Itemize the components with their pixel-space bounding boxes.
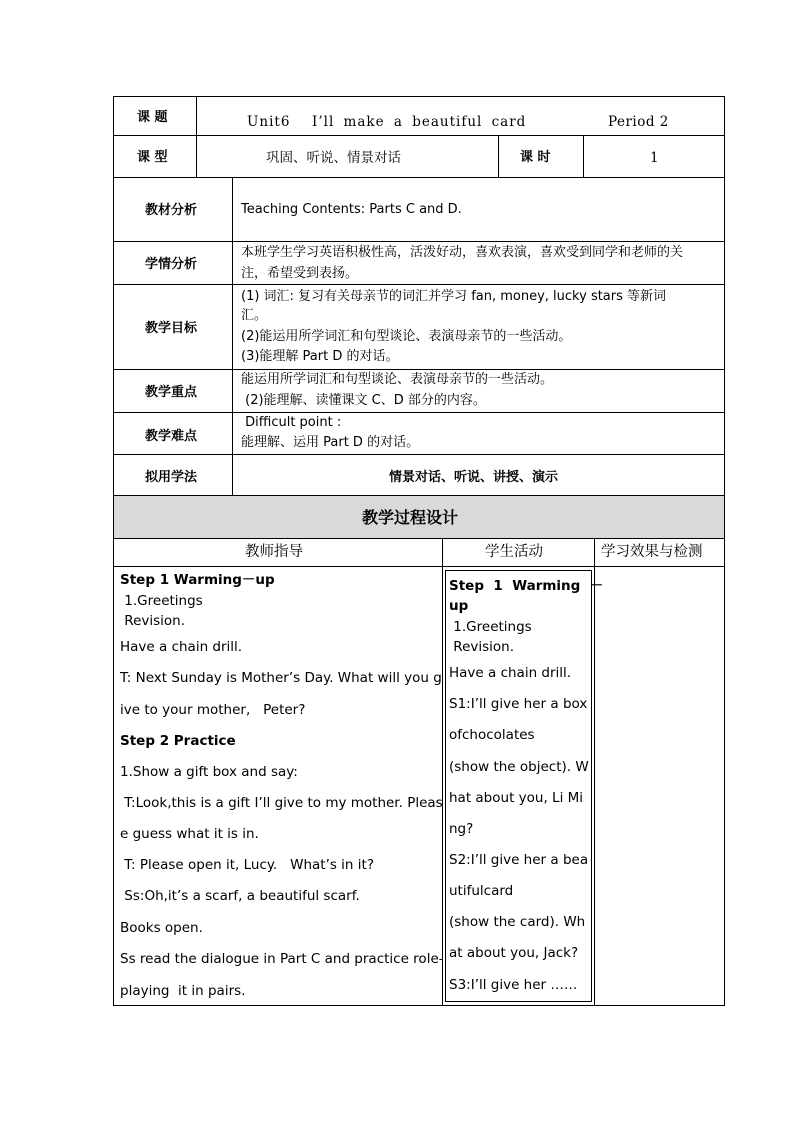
teaching-goal-line: 汇。 — [241, 308, 268, 323]
hours-label: 课 时 — [520, 150, 551, 165]
difficult-point-line: 能理解、运用 Part D 的对话。 — [241, 435, 420, 450]
teacher-line: playing it in pairs. — [120, 983, 246, 999]
teacher-line: 1.Show a gift box and say: — [120, 764, 298, 780]
student-analysis-line: 注，希望受到表扬。 — [241, 266, 359, 281]
type-value: 巩固、听说、情景对话 — [266, 150, 401, 166]
teacher-guidance-header: 教师指导 — [245, 544, 303, 560]
student-line: ofchocolates — [449, 727, 535, 743]
student-line: (show the card). Wh — [449, 914, 586, 930]
teaching-goal-line: (3)能理解 Part D 的对话。 — [241, 349, 399, 364]
key-points-label: 教学重点 — [145, 385, 198, 400]
teacher-line: T:Look,this is a gift I’ll give to my mother. Pleas — [120, 795, 443, 811]
student-line: 1.Greetings — [449, 619, 532, 635]
study-method-label: 拟用学法 — [145, 470, 198, 485]
teacher-line: ive to your mother, Peter? — [120, 702, 306, 718]
student-activity-header: 学生活动 — [485, 544, 543, 560]
teacher-line: Have a chain drill. — [120, 639, 243, 655]
student-line: at about you, Jack? — [449, 945, 579, 961]
teacher-line: Ss read the dialogue in Part C and practice role- — [120, 951, 444, 967]
hours-value: 1 — [650, 150, 659, 166]
study-method-text: 情景对话、听说、讲授、演示 — [389, 470, 559, 485]
difficult-point-line: Difficult point : — [241, 415, 342, 430]
student-line: Revision. — [449, 639, 515, 655]
material-analysis-label: 教材分析 — [145, 203, 198, 218]
student-step-heading: up — [449, 598, 469, 614]
student-line: ng? — [449, 821, 474, 837]
period-label: Period 2 — [608, 114, 669, 130]
teaching-goals-label: 教学目标 — [145, 321, 198, 336]
teacher-line: e guess what it is in. — [120, 826, 259, 842]
teacher-line: 1.Greetings — [120, 593, 203, 609]
student-analysis-line: 本班学生学习英语积极性高，活泼好动，喜欢表演，喜欢受到同学和老师的关 — [241, 245, 684, 260]
student-line: S2:I’ll give her a bea — [449, 852, 589, 868]
student-line: (show the object). W — [449, 759, 589, 775]
key-point-line: 能运用所学词汇和句型谈论、表演母亲节的一些活动。 — [241, 372, 554, 387]
material-analysis-text: Teaching Contents: Parts C and D. — [241, 202, 462, 217]
unit-number: Unit6 — [247, 114, 291, 130]
teacher-step-heading: Step 2 Practice — [120, 733, 236, 749]
learning-effect-header: 学习效果与检测 — [601, 544, 703, 560]
teacher-line: Ss:Oh,it’s a scarf, a beautiful scarf. — [120, 888, 360, 904]
teacher-line: T: Please open it, Lucy. What’s in it? — [120, 857, 374, 873]
teacher-line: T: Next Sunday is Mother’s Day. What will you g — [120, 670, 442, 686]
difficult-points-label: 教学难点 — [145, 429, 198, 444]
teaching-goal-line: (2)能运用所学词汇和句型谈论、表演母亲节的一些活动。 — [241, 329, 572, 344]
teacher-line: Books open. — [120, 920, 203, 936]
teacher-step-heading: Step 1 Warming－up — [120, 572, 275, 588]
topic-label: 课 题 — [137, 110, 168, 125]
student-line: Have a chain drill. — [449, 665, 572, 681]
student-analysis-label: 学情分析 — [145, 257, 198, 272]
process-title: 教学过程设计 — [362, 508, 459, 527]
student-line: hat about you, Li Mi — [449, 790, 584, 806]
teaching-goal-line: (1) 词汇: 复习有关母亲节的词汇并学习 fan, money, lucky stars 等新词 — [241, 289, 667, 304]
lesson-title: I’ll make a beautiful card — [312, 114, 527, 130]
key-point-line: (2)能理解、读懂课文 C、D 部分的内容。 — [241, 393, 486, 408]
student-step-heading: Step 1 Warming － — [449, 578, 604, 594]
teacher-line: Revision. — [120, 613, 186, 629]
student-line: utifulcard — [449, 883, 514, 899]
student-line: S1:I’ll give her a box — [449, 696, 588, 712]
type-label: 课 型 — [137, 150, 168, 165]
student-line: S3:I’ll give her …… — [449, 977, 578, 993]
